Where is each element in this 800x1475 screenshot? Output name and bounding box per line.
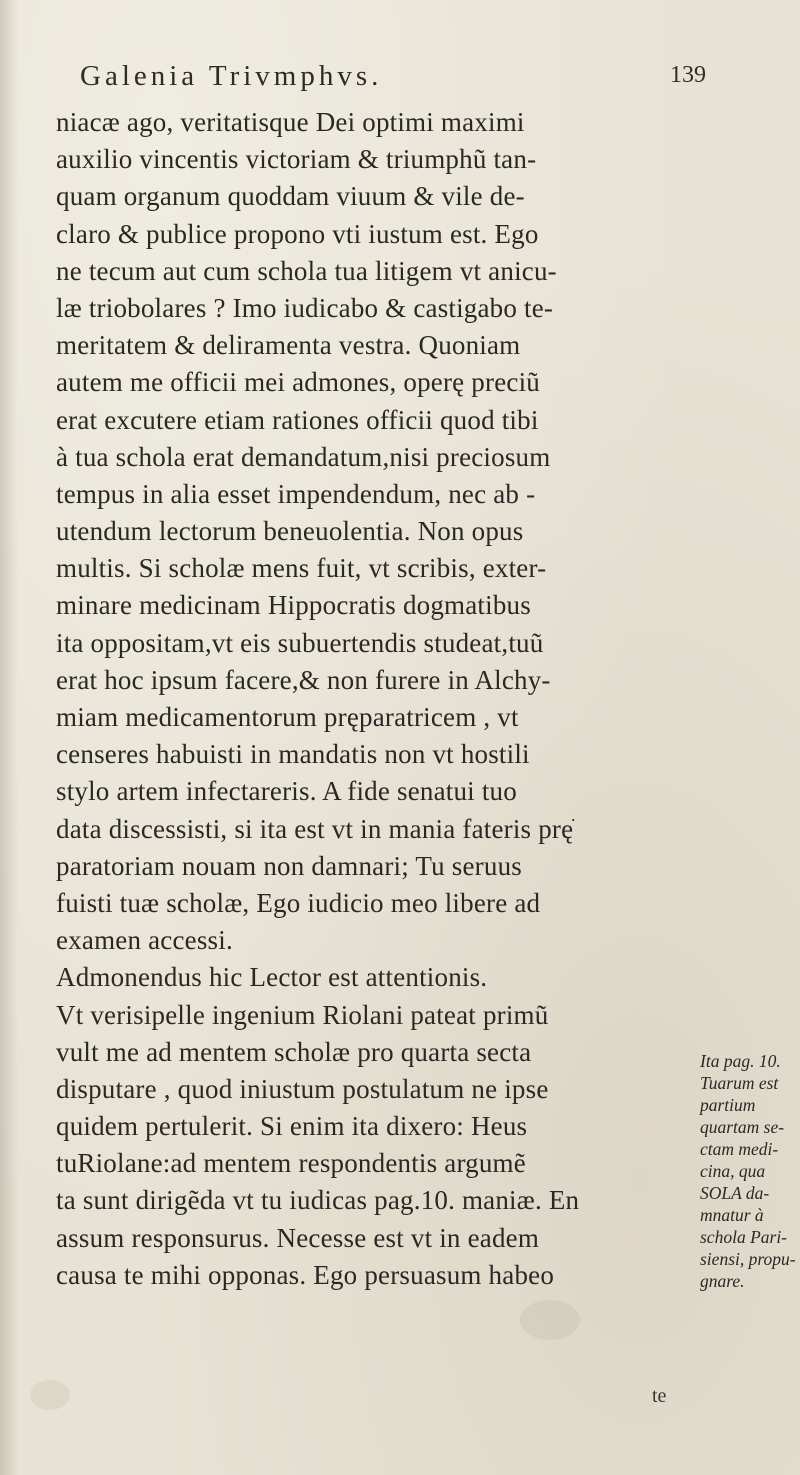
text-line: quam organum quoddam viuum & vile de-: [56, 181, 525, 212]
text-line: ita oppositam,vt eis subuertendis studeat,tuũ: [56, 627, 544, 658]
main-text-block: [56, 104, 696, 1294]
marginal-note-line: ctam medi-: [700, 1139, 779, 1159]
text-line: Admonendus hic Lector est attentionis.: [56, 962, 488, 993]
text-line: à tua schola erat demandatum,nisi preciosum: [56, 441, 551, 472]
text-line: ne tecum aut cum schola tua litigem vt anicu-: [56, 255, 557, 286]
text-line: disputare , quod iniustum postulatum ne ipse: [56, 1073, 549, 1104]
marginal-note-line: cina, qua: [700, 1161, 766, 1181]
text-line: fuisti tuæ scholæ, Ego iudicio meo libere ad: [56, 887, 541, 918]
marginal-note-line: gnare.: [700, 1271, 745, 1291]
marginal-note-line: schola Pari-: [700, 1227, 788, 1247]
marginal-note: [700, 1050, 800, 1292]
text-line: tuRiolane:ad mentem respondentis argumẽ: [56, 1148, 526, 1179]
text-line: Vt verisipelle ingenium Riolani pateat primũ: [56, 999, 549, 1030]
marginal-note-line: quartam se-: [700, 1117, 785, 1137]
page-gutter-shadow: [0, 0, 18, 1475]
marginal-note-line: Tuarum est: [700, 1073, 779, 1093]
text-line: erat hoc ipsum facere,& non furere in Alchy-: [56, 664, 551, 695]
text-line: tempus in alia esset impendendum, nec ab -: [56, 478, 536, 509]
text-line: stylo artem infectareris. A fide senatui tuo: [56, 776, 517, 807]
text-line: assum responsurus. Necesse est vt in eadem: [56, 1222, 540, 1253]
marginal-note-line: Ita pag. 10.: [700, 1051, 781, 1071]
text-line: meritatem & deliramenta vestra. Quoniam: [56, 330, 521, 361]
marginal-note-line: partium: [700, 1095, 756, 1115]
text-line: auxilio vincentis victoriam & triumphũ tan-: [56, 144, 537, 175]
marginal-note-line: mnatur à: [700, 1205, 764, 1225]
text-line: minare medicinam Hippocratis dogmatibus: [56, 590, 531, 621]
text-line: utendum lectorum beneuolentia. Non opus: [56, 516, 524, 547]
catchword: te: [652, 1385, 667, 1407]
text-line: miam medicamentorum pręparatricem , vt: [56, 702, 519, 732]
text-line: autem me officii mei admones, operę preciũ: [56, 367, 540, 398]
page-number: 139: [670, 62, 706, 88]
text-line: causa te mihi opponas. Ego persuasum habeo: [56, 1259, 555, 1290]
text-line: paratoriam nouam non damnari; Tu seruus: [56, 850, 522, 881]
text-line: claro & publice propono vti iustum est. Ego: [56, 218, 539, 249]
text-line: vult me ad mentem scholæ pro quarta secta: [56, 1036, 532, 1067]
text-line: quidem pertulerit. Si enim ita dixero: Heus: [56, 1111, 528, 1142]
text-line: erat excutere etiam rationes officii quod tibi: [56, 404, 539, 435]
text-line: multis. Si scholæ mens fuit, vt scribis, exter-: [56, 553, 547, 584]
text-line: data discessisti, si ita est vt in mania fateris pręֺ: [56, 813, 574, 844]
paper-stain: [30, 1380, 70, 1410]
marginal-note-line: SOLA da-: [700, 1183, 770, 1203]
text-line: niacæ ago, veritatisque Dei optimi maximi: [56, 107, 525, 137]
text-line: examen accessi.: [56, 925, 233, 956]
text-line: ta sunt dirigẽda vt tu iudicas pag.10. maniæ. En: [56, 1185, 580, 1216]
paper-stain: [520, 1300, 580, 1340]
text-line: censeres habuisti in mandatis non vt hostili: [56, 739, 530, 770]
running-title: Galenia Trivmphvs.: [80, 60, 383, 92]
page-header: [80, 60, 720, 96]
text-line: læ triobolares ? Imo iudicabo & castigabo te-: [56, 292, 554, 323]
marginal-note-line: siensi, propu-: [700, 1249, 796, 1269]
